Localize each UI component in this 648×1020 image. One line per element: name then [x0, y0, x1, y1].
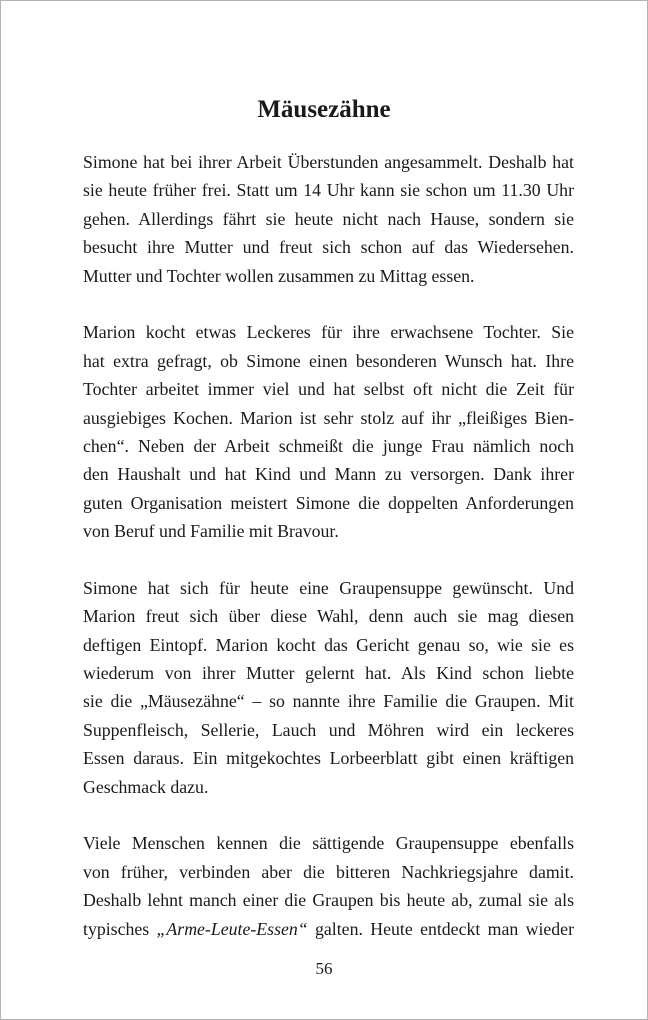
- text-line: wiederum von ihrer Mutter gelernt hat. Als Kind schon liebte: [83, 663, 574, 684]
- chapter-title: Mäusezähne: [257, 96, 391, 123]
- text-line: Essen daraus. Ein mitgekochtes Lorbeerblatt gibt einen kräftigen: [83, 748, 574, 769]
- text-line: Deshalb lehnt manch einer die Graupen bis heute ab, zumal sie als: [83, 890, 574, 911]
- text-line: Mutter und Tochter wollen zusammen zu Mittag essen.: [83, 265, 475, 286]
- text-line: guten Organisation meistert Simone die doppelten Anforderungen: [83, 492, 574, 513]
- text-line: ausgiebiges Kochen. Marion ist sehr stolz auf ihr „fleißiges Bien-: [83, 407, 574, 428]
- text-line: sie die „Mäusezähne“ – so nannte ihre Familie die Graupen. Mit: [83, 691, 574, 712]
- text-line: [83, 915, 574, 943]
- text-line: deftigen Eintopf. Marion kocht das Gericht genau so, wie sie es: [83, 634, 574, 655]
- text-line: sie heute früher frei. Statt um 14 Uhr kann sie schon um 11.30 Uhr: [83, 180, 574, 201]
- text-line: Tochter arbeitet immer viel und hat selbst oft nicht die Zeit für: [83, 379, 574, 400]
- paragraph-3: [83, 574, 574, 801]
- body-text: [83, 148, 574, 943]
- text-line: Geschmack dazu.: [83, 776, 209, 797]
- text-line: Viele Menschen kennen die sättigende Graupensuppe ebenfalls: [83, 833, 574, 854]
- text-line: Marion freut sich über diese Wahl, denn auch sie mag diesen: [83, 606, 574, 627]
- paragraph-gap: [83, 290, 574, 318]
- text-line: besucht ihre Mutter und freut sich schon auf das Wiedersehen.: [83, 237, 574, 258]
- text-line: gehen. Allerdings fährt sie heute nicht nach Hause, sondern sie: [83, 208, 574, 229]
- text-line: chen“. Neben der Arbeit schmeißt die junge Frau nämlich noch: [83, 435, 574, 456]
- paragraph-1: [83, 148, 574, 290]
- italic-phrase: „Arme-Leute-Essen“: [156, 918, 308, 939]
- page-number: 56: [315, 959, 333, 978]
- text-segment: typisches: [83, 918, 157, 939]
- text-segment: galten. Heute entdeckt man wieder: [307, 918, 574, 939]
- text-line: hat extra gefragt, ob Simone einen besonderen Wunsch hat. Ihre: [83, 350, 574, 371]
- text-line: Simone hat bei ihrer Arbeit Überstunden angesammelt. Deshalb hat: [83, 152, 574, 172]
- text-line: Suppenfleisch, Sellerie, Lauch und Möhren wird ein leckeres: [83, 719, 574, 740]
- text-line: Simone hat sich für heute eine Graupensuppe gewünscht. Und: [83, 577, 574, 598]
- paragraph-2: [83, 318, 574, 545]
- text-line: Marion kocht etwas Leckeres für ihre erwachsene Tochter. Sie: [83, 322, 574, 343]
- paragraph-4: [83, 829, 574, 943]
- text-line: von früher, verbinden aber die bitteren Nachkriegsjahre damit.: [83, 861, 574, 882]
- paragraph-gap: [83, 801, 574, 829]
- text-line: den Haushalt und hat Kind und Mann zu versorgen. Dank ihrer: [83, 464, 574, 485]
- text-line: von Beruf und Familie mit Bravour.: [83, 521, 339, 542]
- paragraph-gap: [83, 545, 574, 573]
